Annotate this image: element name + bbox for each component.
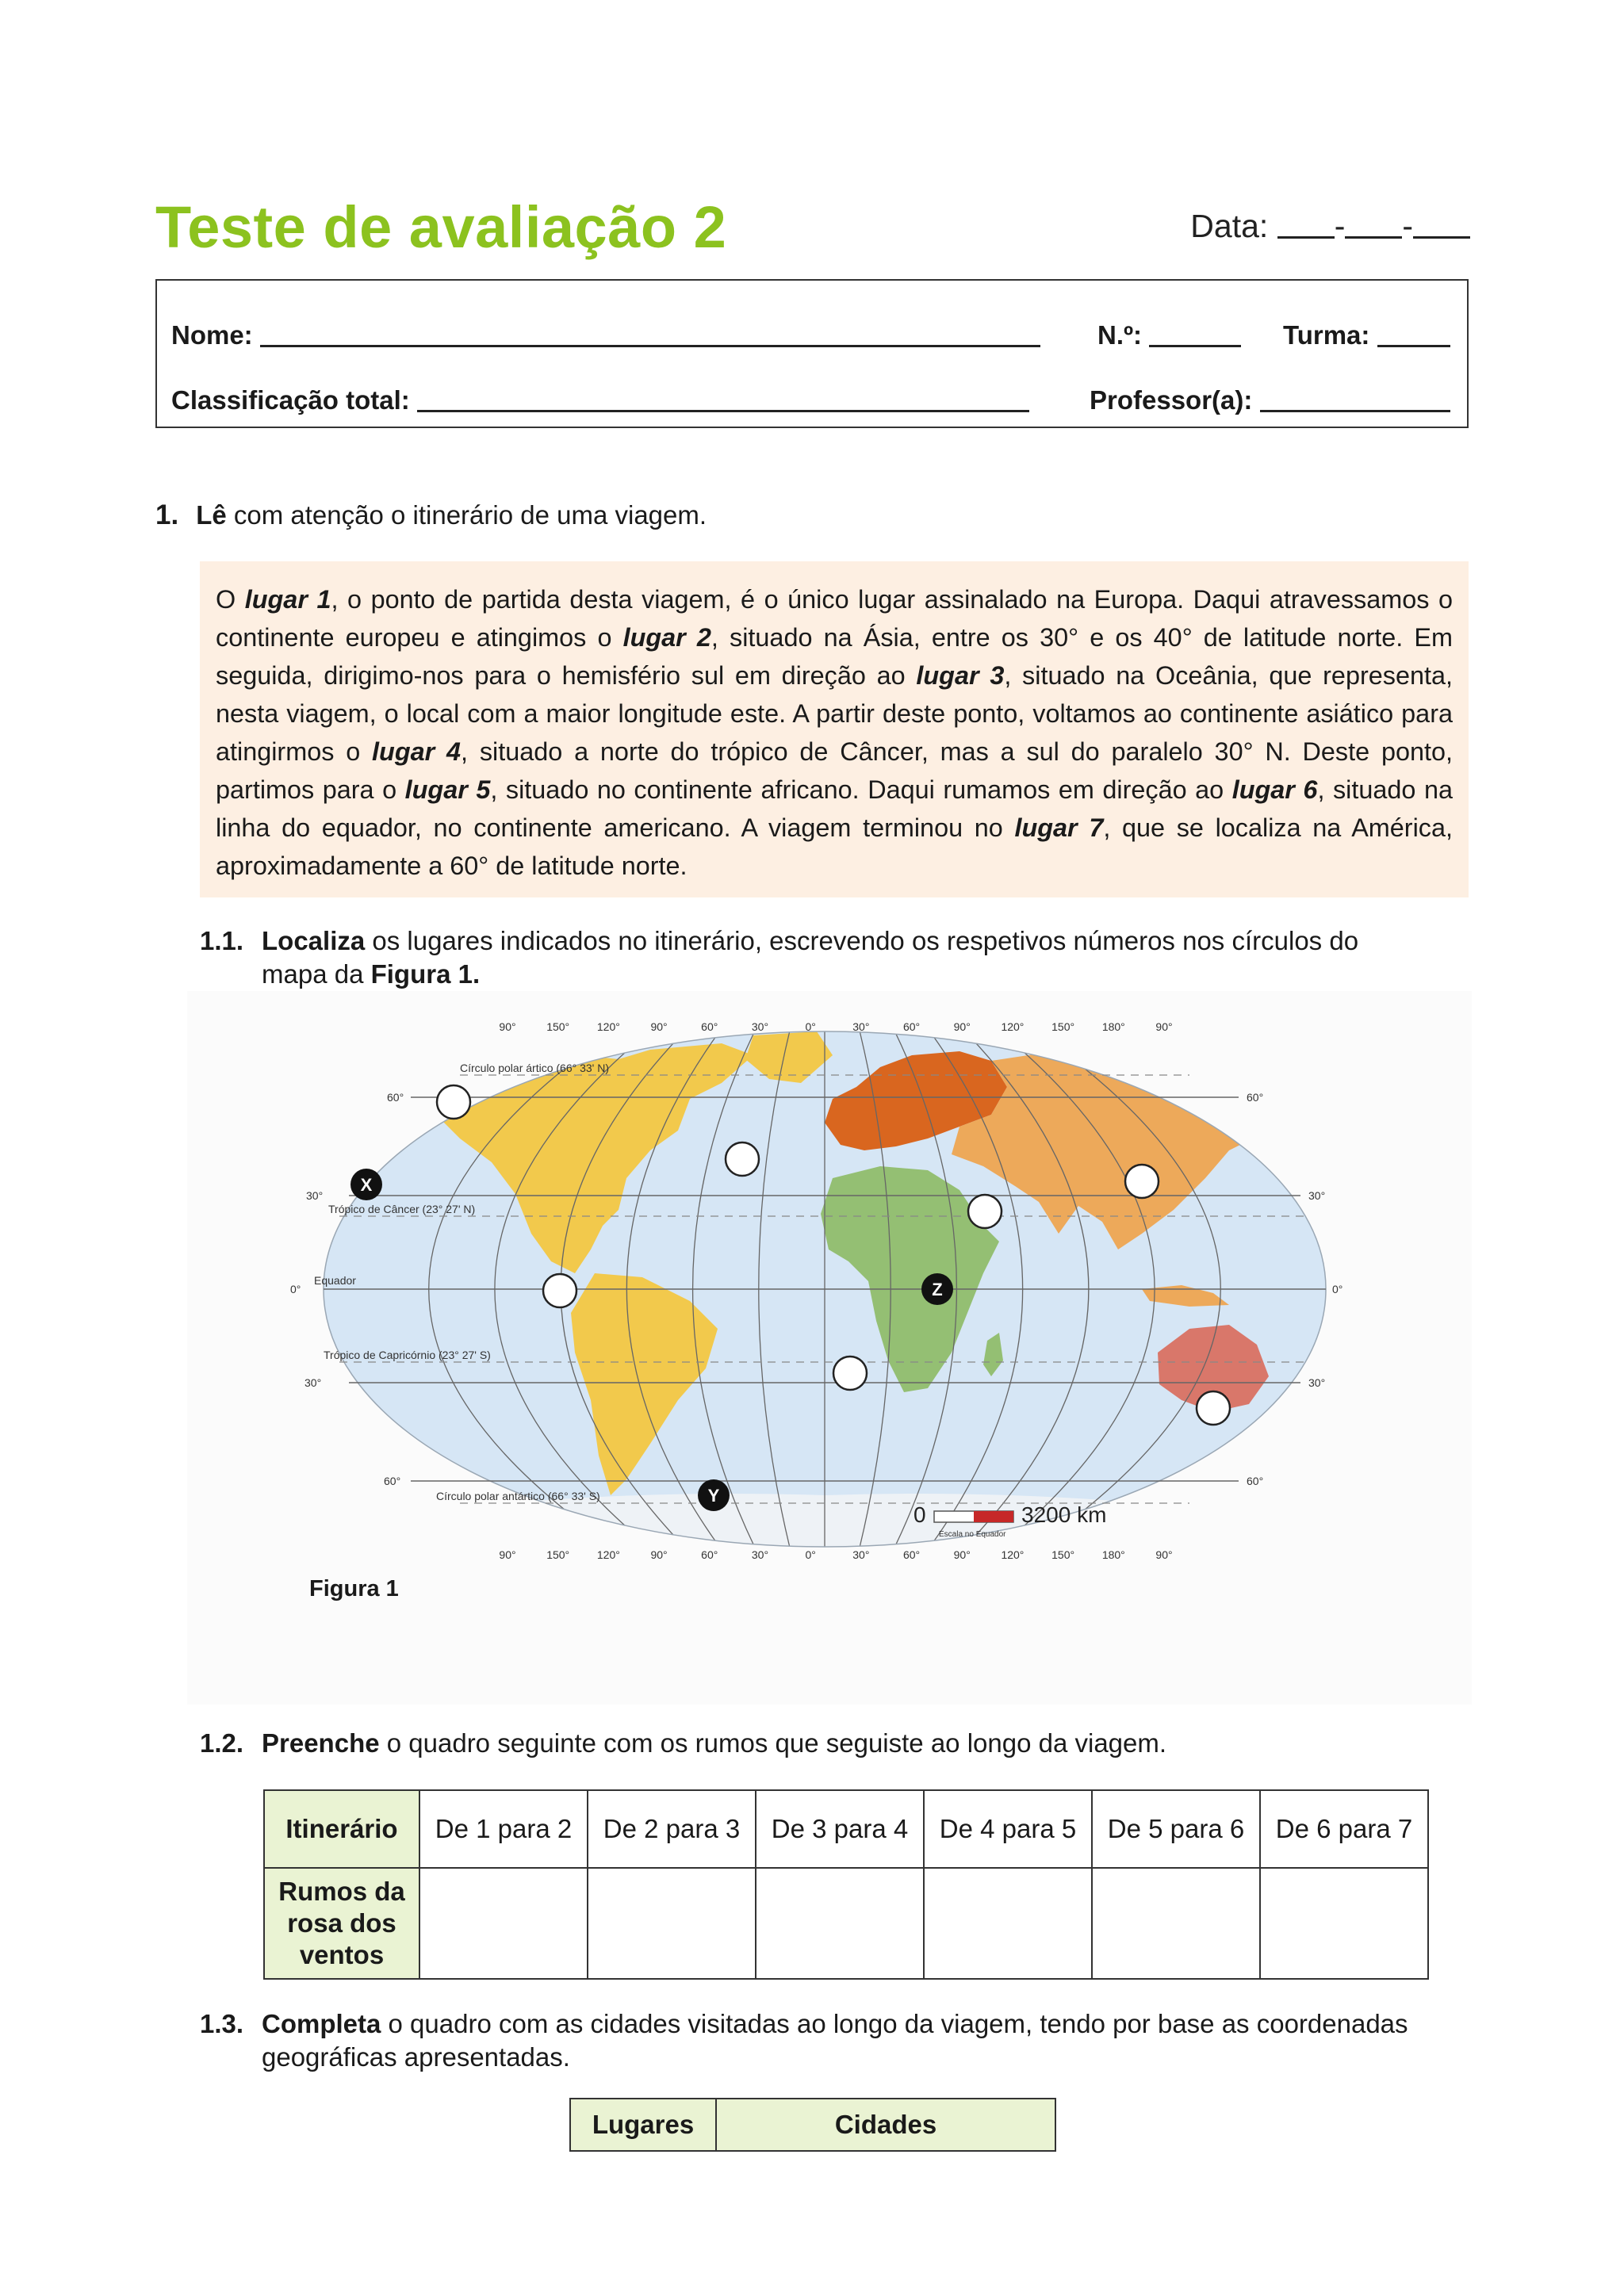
question-1-2 — [200, 1727, 1437, 1760]
lat-label-60n-right: 60° — [1247, 1091, 1264, 1104]
longitude-label: 180° — [1101, 1548, 1125, 1561]
lat-label-60s-right: 60° — [1247, 1475, 1264, 1487]
question-number: 1.2. — [200, 1728, 244, 1758]
name-blank[interactable] — [260, 321, 1040, 347]
table-column-header: De 5 para 6 — [1092, 1790, 1260, 1868]
place-reference: lugar 4 — [372, 737, 462, 766]
svg-text:Z: Z — [932, 1280, 943, 1299]
antarctic-circle-label: Círculo polar antártico (66° 33' S) — [436, 1490, 600, 1502]
answer-circle[interactable] — [968, 1195, 1002, 1228]
marker-y — [698, 1479, 730, 1511]
question-text: com atenção o itinerário de uma viagem. — [226, 500, 707, 530]
table-column-header: De 6 para 7 — [1260, 1790, 1428, 1868]
place-reference: lugar 3 — [916, 661, 1005, 690]
itinerary-passage — [200, 561, 1469, 897]
longitude-label: 90° — [499, 1020, 516, 1033]
lat-label-eq-right: 0° — [1332, 1283, 1343, 1295]
question-verb: Preenche — [262, 1728, 380, 1758]
lat-label-30n-right: 30° — [1308, 1189, 1326, 1202]
grade-field[interactable] — [171, 385, 1029, 415]
marker-z — [921, 1273, 953, 1305]
longitude-label: 0° — [805, 1548, 816, 1561]
longitude-label: 90° — [650, 1548, 668, 1561]
scale-note: Escala no Equador — [939, 1530, 1006, 1539]
question-verb: Lê — [196, 500, 227, 530]
lat-label-30n-left: 30° — [306, 1189, 324, 1202]
place-reference: lugar 2 — [622, 623, 711, 652]
question-1-1 — [200, 924, 1437, 991]
name-label: Nome: — [171, 320, 253, 350]
teacher-field[interactable] — [1090, 385, 1450, 415]
lat-label-60n-left: 60° — [387, 1091, 404, 1104]
longitude-label: 90° — [953, 1020, 971, 1033]
scale-distance: 3200 km — [1021, 1502, 1107, 1527]
longitude-label: 150° — [546, 1548, 570, 1561]
cidades-header: Cidades — [716, 2099, 1055, 2151]
grade-label: Classificação total: — [171, 385, 410, 415]
place-reference: lugar 7 — [1014, 813, 1104, 842]
cities-table — [569, 2098, 1056, 2152]
answer-circle[interactable] — [543, 1274, 576, 1307]
tropic-cancer-label: Trópico de Câncer (23° 27' N) — [328, 1203, 476, 1215]
world-map — [278, 1012, 1372, 1567]
question-1-3 — [200, 2007, 1469, 2074]
longitude-label: 30° — [852, 1020, 870, 1033]
longitude-label: 90° — [1155, 1020, 1173, 1033]
itinerary-header: Itinerário — [264, 1790, 419, 1868]
answer-cell[interactable] — [588, 1868, 756, 1979]
date-year-blank[interactable] — [1413, 208, 1470, 239]
question-number: 1.3. — [200, 2009, 244, 2038]
lat-label-30s-right: 30° — [1308, 1376, 1326, 1389]
student-info-box — [155, 279, 1469, 428]
place-reference: lugar 5 — [404, 775, 491, 804]
question-1 — [155, 499, 707, 531]
class-field[interactable] — [1283, 320, 1450, 350]
longitude-label: 120° — [1001, 1020, 1025, 1033]
scale-bar-red — [974, 1511, 1013, 1522]
answer-circle[interactable] — [1125, 1165, 1159, 1198]
table-column-header: De 4 para 5 — [924, 1790, 1092, 1868]
longitude-label: 30° — [852, 1548, 870, 1561]
date-label: Data: — [1190, 208, 1269, 244]
lugares-header: Lugares — [570, 2099, 716, 2151]
question-number: 1.1. — [200, 926, 244, 955]
answer-cell[interactable] — [756, 1868, 924, 1979]
teacher-label: Professor(a): — [1090, 385, 1253, 415]
longitude-label: 30° — [751, 1020, 769, 1033]
figure-caption: Figura 1 — [309, 1576, 399, 1601]
longitude-label: 150° — [1051, 1020, 1075, 1033]
arctic-circle-label: Círculo polar ártico (66° 33' N) — [460, 1062, 610, 1074]
number-blank[interactable] — [1149, 321, 1241, 347]
question-verb: Localiza — [262, 926, 366, 955]
answer-cell[interactable] — [419, 1868, 588, 1979]
answer-circle[interactable] — [833, 1357, 867, 1390]
longitude-label: 90° — [1155, 1548, 1173, 1561]
lat-label-60s-left: 60° — [384, 1475, 401, 1487]
longitude-label: 60° — [701, 1020, 718, 1033]
answer-cell[interactable] — [1092, 1868, 1260, 1979]
page-title: Teste de avaliação 2 — [155, 194, 727, 260]
longitude-label: 60° — [902, 1548, 921, 1561]
svg-text:X: X — [360, 1175, 373, 1195]
table-column-header: De 2 para 3 — [588, 1790, 756, 1868]
class-label: Turma: — [1283, 320, 1370, 350]
longitude-label: 60° — [701, 1548, 718, 1561]
table-column-header: De 3 para 4 — [756, 1790, 924, 1868]
question-text: o quadro seguinte com os rumos que seguiste ao longo da viagem. — [379, 1728, 1167, 1758]
grade-blank[interactable] — [417, 386, 1029, 412]
longitude-label: 150° — [546, 1020, 570, 1033]
longitude-label: 30° — [751, 1548, 769, 1561]
answer-circle[interactable] — [1197, 1391, 1230, 1425]
longitude-label: 180° — [1101, 1020, 1125, 1033]
question-verb: Completa — [262, 2009, 381, 2038]
answer-circle[interactable] — [726, 1142, 759, 1176]
name-field[interactable] — [171, 320, 1040, 350]
table-column-header: De 1 para 2 — [419, 1790, 588, 1868]
marker-x — [350, 1169, 382, 1200]
longitude-label: 0° — [805, 1020, 816, 1033]
class-blank[interactable] — [1377, 321, 1450, 347]
longitude-label: 60° — [902, 1020, 921, 1033]
lat-label-eq-left: 0° — [290, 1283, 301, 1295]
tropic-capricorn-label: Trópico de Capricórnio (23° 27' S) — [324, 1349, 491, 1361]
question-text: os lugares indicados no itinerário, escrevendo os respetivos números nos círculos do mapa da — [262, 926, 1359, 989]
question-number: 1. — [155, 499, 179, 530]
svg-text:Y: Y — [707, 1486, 720, 1506]
answer-circle[interactable] — [437, 1085, 470, 1119]
longitude-label: 90° — [499, 1548, 516, 1561]
rumos-header: Rumos da rosa dos ventos — [264, 1868, 419, 1979]
longitude-label: 120° — [596, 1020, 620, 1033]
lat-label-30s-left: 30° — [304, 1376, 322, 1389]
longitude-label: 90° — [953, 1548, 971, 1561]
answer-cell[interactable] — [1260, 1868, 1428, 1979]
longitude-label: 150° — [1051, 1548, 1075, 1561]
date-field[interactable]: Data: - - — [1190, 208, 1470, 245]
date-day-blank[interactable] — [1277, 208, 1335, 239]
longitude-label: 120° — [1001, 1548, 1025, 1561]
number-field[interactable] — [1097, 320, 1241, 350]
question-text: o quadro com as cidades visitadas ao longo da viagem, tendo por base as coordenadas geográficas apresentadas. — [262, 2009, 1408, 2072]
equator-label: Equador — [314, 1274, 356, 1287]
longitude-label: 120° — [596, 1548, 620, 1561]
longitude-label: 90° — [650, 1020, 668, 1033]
place-reference: lugar 6 — [1231, 775, 1318, 804]
passage-text: O lugar 1, o ponto de partida desta viagem, é o único lugar assinalado na Europa. Daqui atravessamos o continente europeu e atingimos o lugar 2, situado na Ásia, entre os 30° e os 40° de latitude norte. Em seguida, dirigimo-nos para o hemisfério sul em direção ao lugar 3, situado na Oceânia, que representa, nesta viagem, o local com a maior longitude este. A partir deste ponto, voltamos ao continente asiático para atingirmos o lugar 4, situado a norte do trópico de Câncer, mas a sul do paralelo 30° N. Deste ponto, partimos para o lugar 5, situado no continente africano. Daqui rumamos em direção ao lugar 6, situado na linha do equador, no continente americano. A viagem terminou no lugar 7, que se localiza na América, aproximadamente a 60° de latitude norte. — [216, 585, 1454, 880]
teacher-blank[interactable] — [1260, 386, 1450, 412]
place-reference: lugar 1 — [244, 585, 331, 614]
number-label: N.º: — [1097, 320, 1143, 350]
answer-cell[interactable] — [924, 1868, 1092, 1979]
new-zealand — [1297, 1404, 1308, 1436]
bottom-longitude-labels — [499, 1548, 1172, 1561]
figure-reference: Figura 1. — [370, 959, 481, 989]
directions-table — [263, 1789, 1429, 1980]
scale-zero: 0 — [914, 1502, 926, 1527]
date-month-blank[interactable] — [1345, 208, 1402, 239]
